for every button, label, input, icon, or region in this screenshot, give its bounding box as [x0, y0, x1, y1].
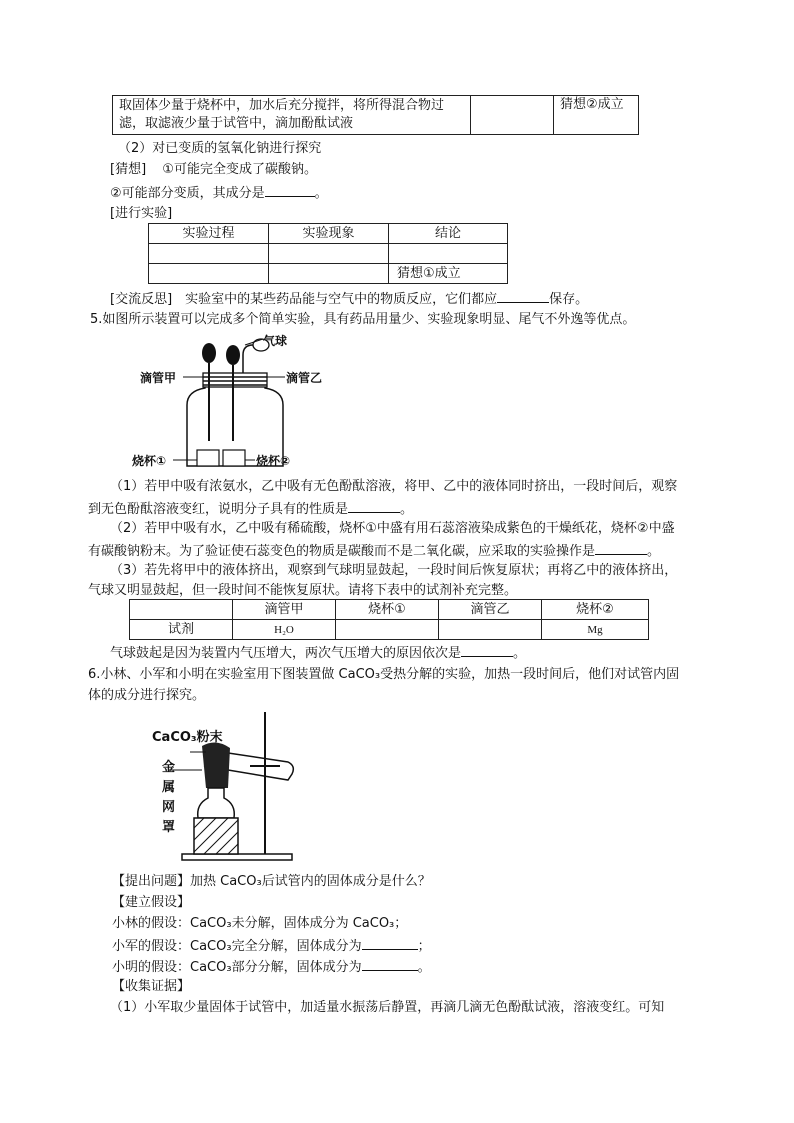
balloon-reason-end: 。	[513, 646, 527, 661]
exp-header-conclusion: 结论	[389, 224, 508, 244]
q5-1-end: 。	[400, 502, 414, 517]
answer-blank[interactable]	[595, 542, 647, 555]
experiment-table	[148, 223, 508, 284]
jun-end: ；	[417, 939, 431, 954]
ming-end: 。	[417, 960, 431, 975]
exp-header-phenomenon: 实验现象	[269, 224, 389, 244]
exp-cell-conclusion: 猜想①成立	[389, 264, 508, 284]
reagent-header-beaker-1: 烧杯①	[336, 600, 439, 620]
guess-line-2	[110, 184, 328, 202]
answer-blank[interactable]	[265, 184, 315, 197]
dropper-a-bulb	[202, 343, 216, 363]
balloon-reason-line	[110, 644, 526, 662]
reagent-cell: Mg	[542, 620, 649, 640]
label-dropper-b: 滴管乙	[286, 371, 323, 385]
question-6-line1: 6.小林、小军和小明在实验室用下图装置做 CaCO₃受热分解的实验，加热一段时间后，他们对试管内固	[88, 667, 680, 682]
exp-header-process: 实验过程	[149, 224, 269, 244]
reagent-header-beaker-2: 烧杯②	[542, 600, 649, 620]
exp-cell	[389, 244, 508, 264]
top-table-line1: 取固体少量于烧杯中，加水后充分搅拌，将所得混合物过	[119, 98, 445, 113]
exp-cell	[149, 244, 269, 264]
label-caco3-powder: CaCO₃粉末	[152, 730, 223, 745]
q5-2-line1: （2）若甲中吸有水，乙中吸有稀硫酸，烧杯①中盛有用石蕊溶液染成紫色的干燥纸花，烧杯②中盛	[110, 521, 675, 536]
question-6-line2: 体的成分进行探究。	[88, 688, 206, 703]
reagent-row-label: 试剂	[130, 620, 233, 640]
reflect-line	[110, 290, 588, 308]
wood-block	[194, 818, 238, 854]
top-result-table	[112, 95, 639, 135]
q5-2-end: 。	[647, 544, 661, 559]
top-table-cell-process	[113, 96, 471, 135]
label-beaker-2: 烧杯②	[256, 454, 291, 468]
guess-line-1	[110, 162, 317, 178]
beaker-2	[223, 450, 245, 466]
q5-1-line2	[88, 500, 413, 518]
guess-1: ①可能完全变成了碳酸钠。	[162, 162, 317, 177]
reagent-header-dropper-a: 滴管甲	[233, 600, 336, 620]
part2-title: （2）对已变质的氢氧化钠进行探究	[118, 141, 322, 156]
guess-2-text: ②可能部分变质，其成分是	[110, 186, 265, 201]
balloon-reason-text: 气球鼓起是因为装置内气压增大，两次气压增大的原因依次是	[110, 646, 462, 661]
stand-base	[182, 854, 292, 860]
metal-gauze	[202, 742, 230, 788]
reagent-header-dropper-b: 滴管乙	[439, 600, 542, 620]
jun-text: 小军的假设：CaCO₃完全分解，固体成分为	[112, 939, 362, 954]
guess-label: [猜想]	[110, 162, 147, 177]
answer-blank[interactable]	[348, 500, 400, 513]
q5-3-line2: 气球又明显鼓起，但一段时间不能恢复原状。请将下表中的试剂补充完整。	[88, 583, 518, 598]
gauze-char: 罩	[162, 820, 176, 835]
q5-2-text: 有碳酸钠粉末。为了验证使石蕊变色的物质是碳酸而不是二氧化碳，应采取的实验操作是	[88, 544, 596, 559]
reagent-header-blank	[130, 600, 233, 620]
reagent-cell	[439, 620, 542, 640]
lin-hypothesis: 小林的假设：CaCO₃未分解，固体成分为 CaCO₃；	[112, 916, 408, 931]
exp-cell	[149, 264, 269, 284]
exp-cell	[269, 264, 389, 284]
answer-blank[interactable]	[497, 290, 549, 303]
gauze-char: 网	[162, 800, 176, 815]
gauze-char: 属	[162, 780, 176, 795]
q5-2-line2	[88, 542, 660, 560]
label-metal-gauze	[162, 758, 178, 838]
exp-cell	[269, 244, 389, 264]
label-beaker-1: 烧杯①	[132, 454, 167, 468]
raise-question: 【提出问题】加热 CaCO₃后试管内的固体成分是什么？	[112, 874, 431, 889]
q5-1-text: 到无色酚酞溶液变红，说明分子具有的性质是	[88, 502, 349, 517]
reagent-cell: H₂O	[233, 620, 336, 640]
q6-1-line: （1）小军取少量固体于试管中，加适量水振荡后静置，再滴几滴无色酚酞试液，溶液变红。可知	[110, 1000, 665, 1015]
label-balloon: 气球	[263, 334, 288, 348]
top-table-cell-phenomenon	[471, 96, 554, 135]
reflect-end: 保存。	[549, 292, 589, 307]
build-hypothesis: 【建立假设】	[112, 895, 191, 910]
apparatus-figure-1	[135, 333, 305, 473]
q5-3-line1: （3）若先将甲中的液体挤出，观察到气球明显鼓起，一段时间后恢复原状；再将乙中的液体挤出，	[110, 563, 678, 578]
reflect-text: [交流反思] 实验室中的某些药品能与空气中的物质反应，它们都应	[110, 292, 498, 307]
beaker-1	[197, 450, 219, 466]
alcohol-lamp	[198, 788, 235, 818]
reagent-table	[129, 599, 649, 640]
gauze-char: 金	[162, 760, 176, 775]
reagent-cell	[336, 620, 439, 640]
top-table-line2: 滤，取滤液少量于试管中，滴加酚酞试液	[119, 116, 354, 131]
collect-evidence: 【收集证据】	[112, 979, 191, 994]
guess-2-end: 。	[314, 186, 328, 201]
answer-blank[interactable]	[362, 958, 418, 971]
label-dropper-a: 滴管甲	[140, 371, 177, 385]
question-5-stem: 5.如图所示装置可以完成多个简单实验，具有药品用量少、实验现象明显、尾气不外逸等优点。	[90, 312, 636, 327]
dropper-b-bulb	[226, 345, 240, 365]
answer-blank[interactable]	[362, 937, 418, 950]
jun-hypothesis	[112, 937, 431, 955]
ming-text: 小明的假设：CaCO₃部分分解，固体成分为	[112, 960, 362, 975]
experiment-label: [进行实验]	[110, 206, 173, 221]
q5-1-line1: （1）若甲中吸有浓氨水，乙中吸有无色酚酞溶液，将甲、乙中的液体同时挤出，一段时间后，观察	[110, 479, 678, 494]
top-table-cell-conclusion: 猜想②成立	[554, 96, 639, 135]
answer-blank[interactable]	[461, 644, 513, 657]
ming-hypothesis	[112, 958, 431, 976]
